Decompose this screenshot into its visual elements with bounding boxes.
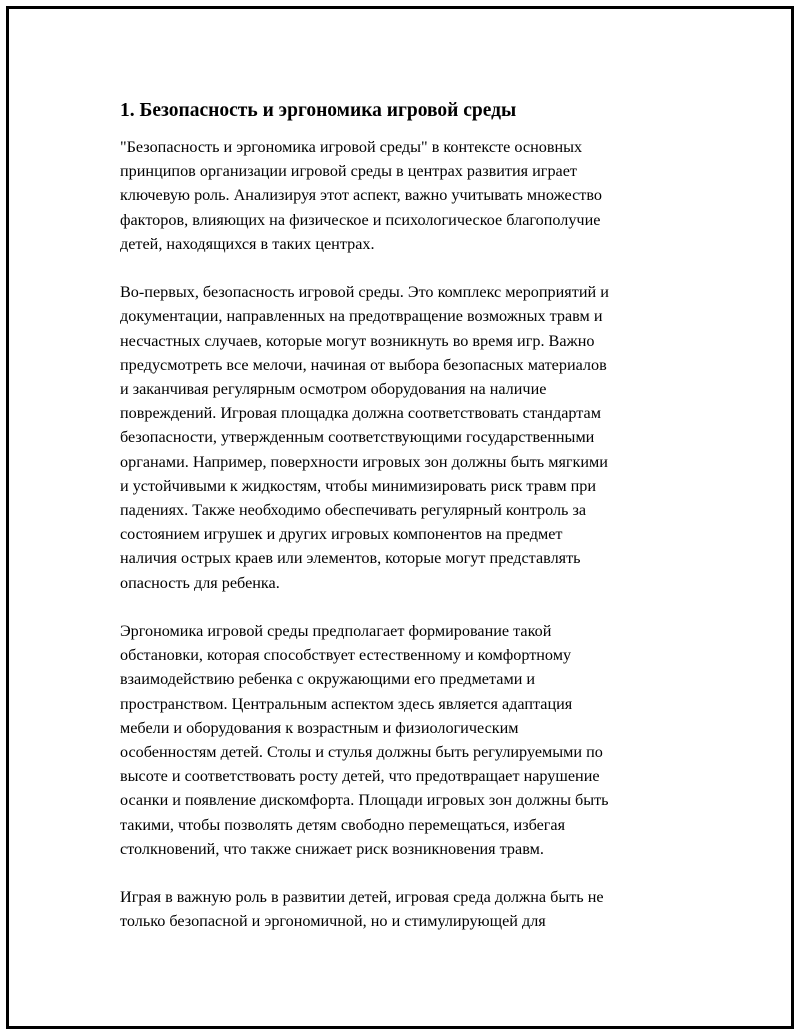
text-line: факторов, влияющих на физическое и психологическое благополучие [120,210,601,229]
text-line: мебели и оборудования к возрастным и физиологическим [120,718,519,737]
text-line: и заканчивая регулярным осмотром оборудования на наличие [120,380,547,399]
text-line: столкновений, что также снижает риск возникновения травм. [120,839,544,858]
text-line: только безопасной и эргономичной, но и стимулирующей для [120,912,546,931]
text-line: органами. Например, поверхности игровых зон должны быть мягкими [120,452,608,471]
text-line: безопасности, утвержденным соответствующими государственными [120,428,595,447]
text-line: осанки и появление дискомфорта. Площади игровых зон должны быть [120,791,609,810]
text-line: такими, чтобы позволять детям свободно перемещаться, избегая [120,815,566,834]
text-line: наличия острых краев или элементов, которые могут представлять [120,549,581,568]
text-line: опасность для ребенка. [120,573,280,592]
paragraph-intro [120,135,690,256]
text-line: пространством. Центральным аспектом здесь является адаптация [120,694,573,713]
text-line: предусмотреть все мелочи, начиная от выбора безопасных материалов [120,355,607,374]
text-line: состоянием игрушек и других игровых компонентов на предмет [120,525,563,544]
text-line: особенностям детей. Столы и стулья должны быть регулируемыми по [120,743,603,762]
paragraph-ergonomics [120,619,690,861]
text-line: повреждений. Игровая площадка должна соответствовать стандартам [120,404,601,423]
paragraph-safety [120,280,690,595]
text-line: детей, находящихся в таких центрах. [120,234,375,253]
section-heading: 1. Безопасность и эргономика игровой среды [120,100,517,121]
text-line: несчастных случаев, которые могут возникнуть во время игр. Важно [120,331,595,350]
document-body [120,95,690,958]
text-line: обстановки, которая способствует естественному и комфортному [120,646,572,665]
text-line: Во-первых, безопасность игровой среды. Это комплекс мероприятий и [120,283,609,302]
text-line: взаимодействию ребенка с окружающими его предметами и [120,670,536,689]
text-line: документации, направленных на предотвращение возможных травм и [120,307,603,326]
text-line: Играя в важную роль в развитии детей, игровая среда должна быть не [120,888,604,907]
text-line: принципов организации игровой среды в центрах развития играет [120,162,577,181]
text-line: ключевую роль. Анализируя этот аспект, важно учитывать множество [120,186,602,205]
paragraph-stimulation [120,885,690,933]
text-line: падениях. Также необходимо обеспечивать регулярный контроль за [120,501,587,520]
text-line: "Безопасность и эргономика игровой среды" в контексте основных [120,138,583,156]
text-line: высоте и соответствовать росту детей, что предотвращает нарушение [120,767,600,786]
text-line: и устойчивыми к жидкостям, чтобы минимизировать риск травм при [120,476,597,495]
document-page [6,6,794,1029]
text-line: Эргономика игровой среды предполагает формирование такой [120,622,552,641]
